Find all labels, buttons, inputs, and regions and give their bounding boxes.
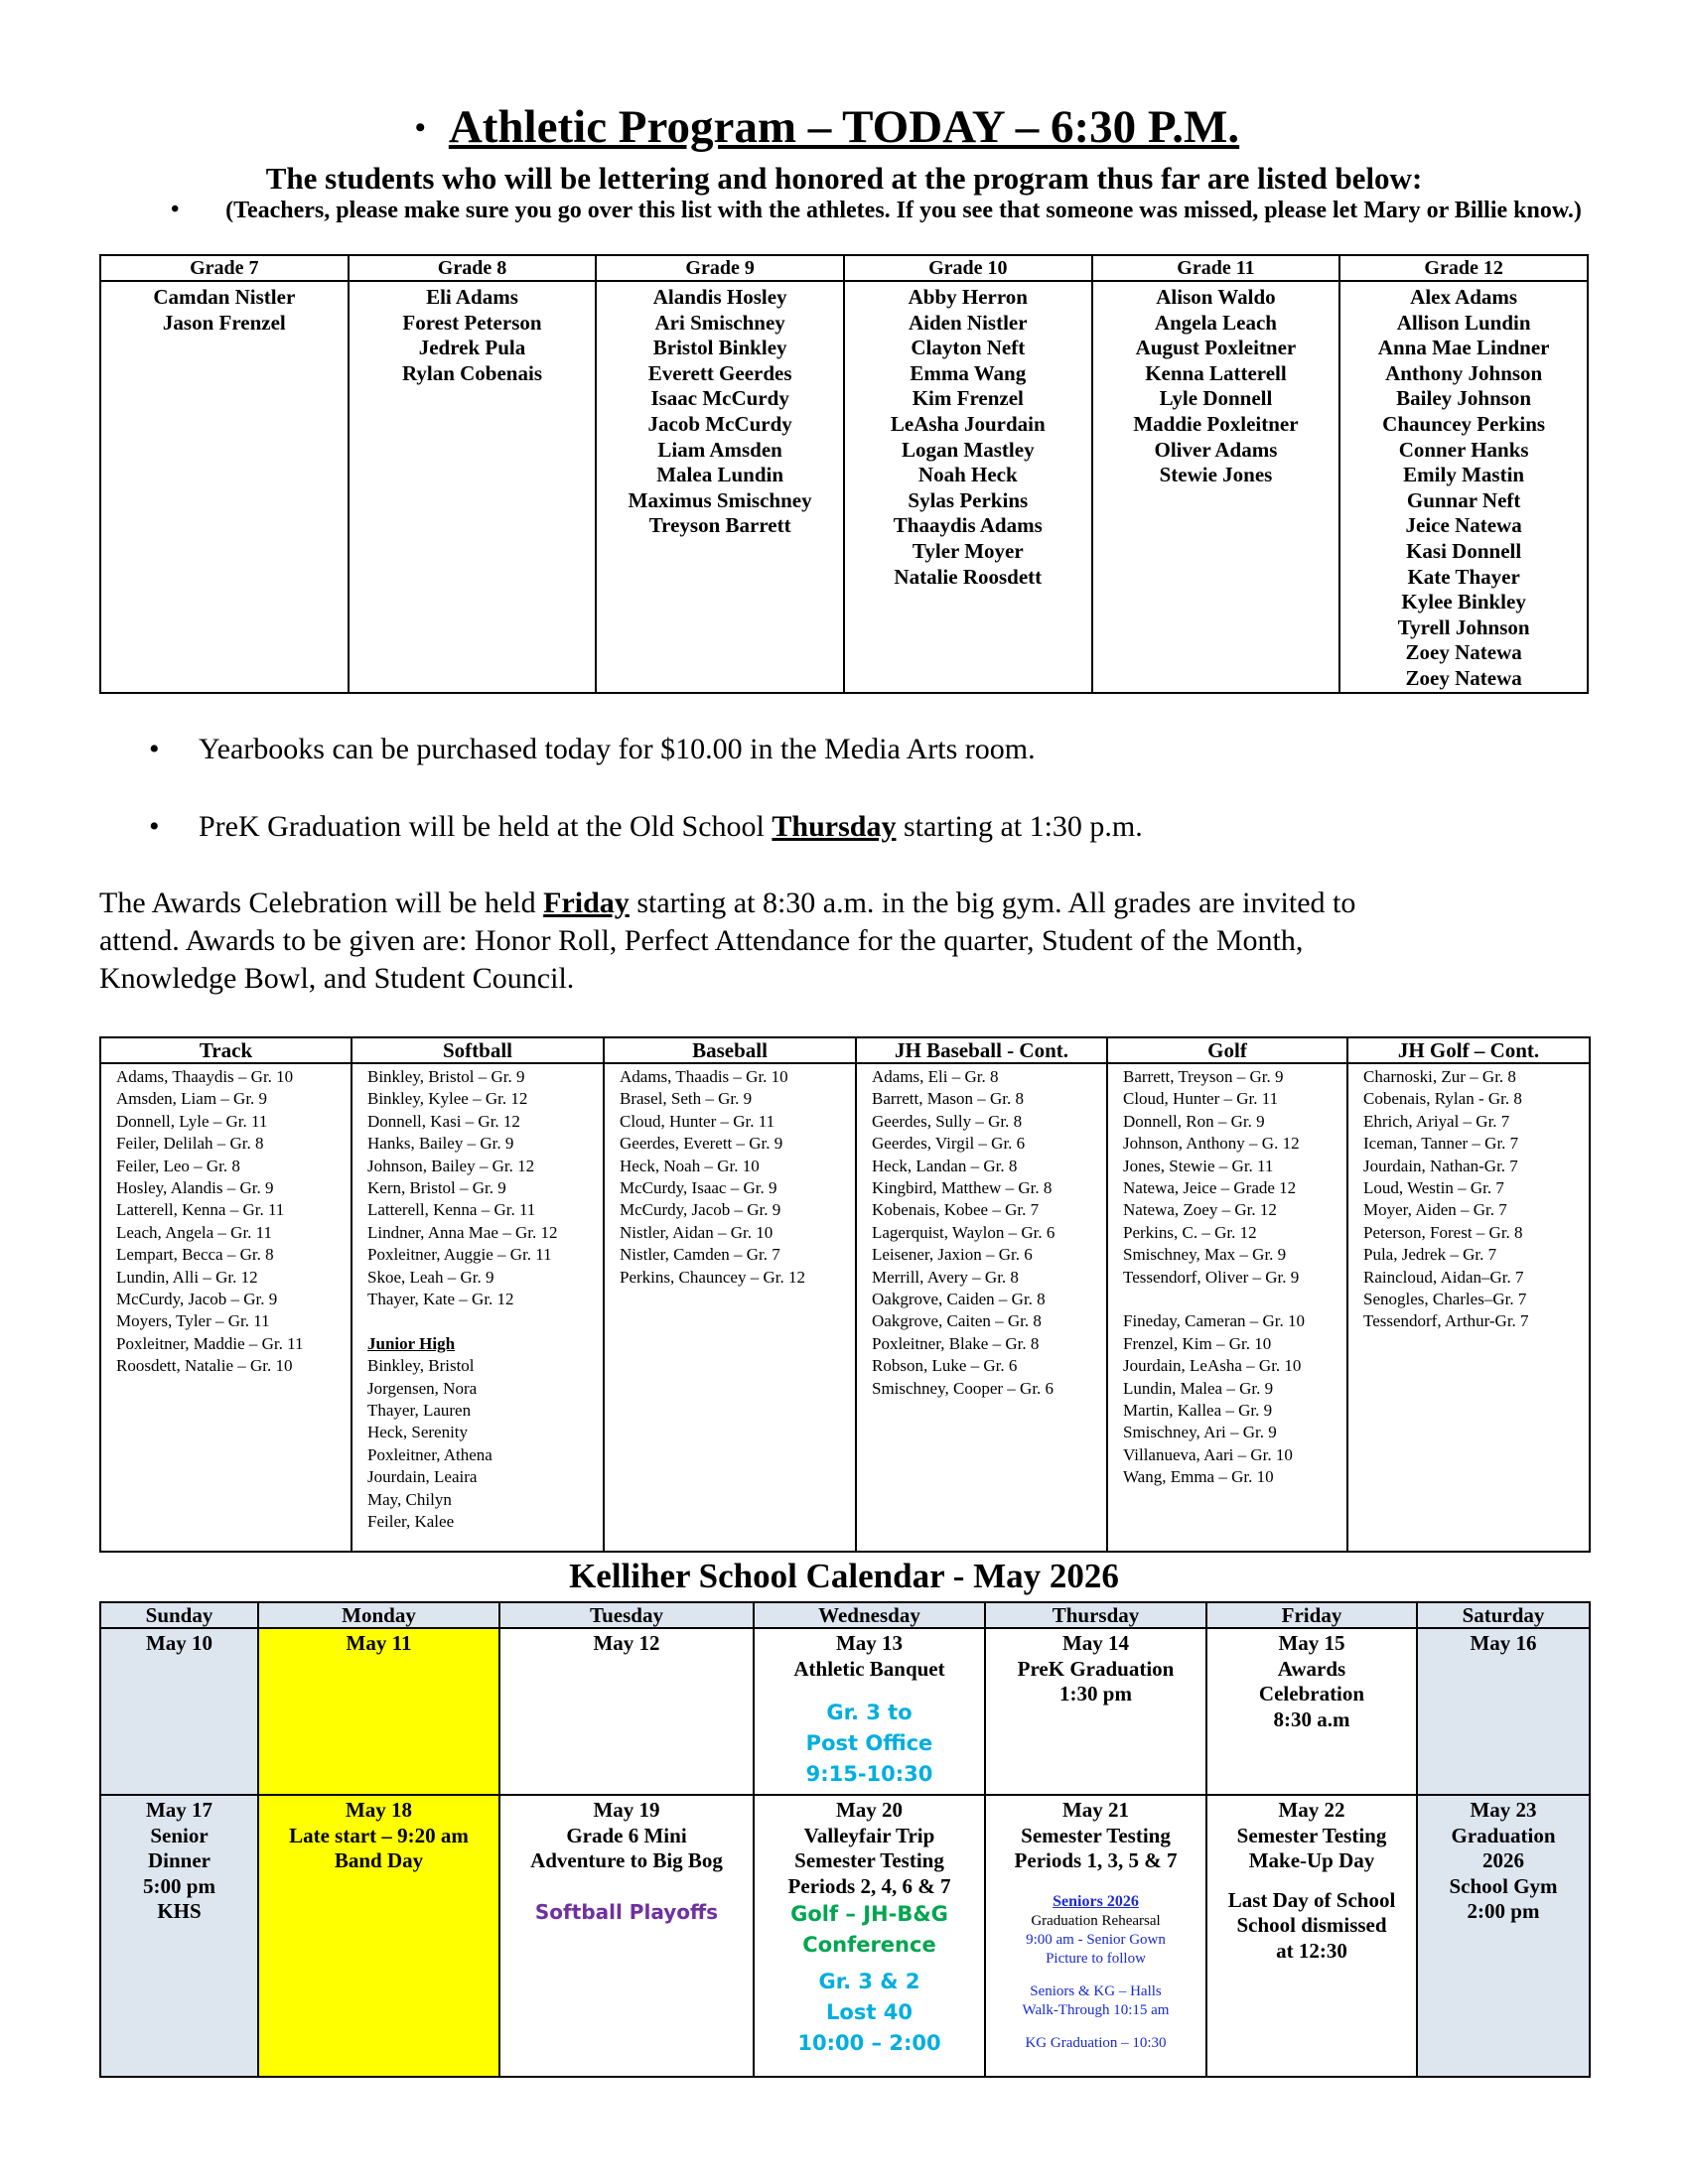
cal-may-13 xyxy=(754,1628,985,1795)
student-name: LeAsha Jourdain xyxy=(890,411,1046,436)
athlete-entry: Thayer, Kate – Gr. 12 xyxy=(367,1290,514,1309)
sport-header: JH Golf – Cont. xyxy=(1347,1037,1590,1063)
athlete-entry: Leisener, Jaxion – Gr. 6 xyxy=(872,1245,1033,1265)
student-name: August Poxleitner xyxy=(1135,336,1297,360)
day-header: Sunday xyxy=(100,1602,258,1628)
student-name: Sylas Perkins xyxy=(908,487,1029,512)
athlete-entry: Kingbird, Matthew – Gr. 8 xyxy=(872,1178,1053,1198)
athlete-entry: Senogles, Charles–Gr. 7 xyxy=(1363,1290,1527,1309)
student-name: Isaac McCurdy xyxy=(650,386,789,411)
student-name: Tyrell Johnson xyxy=(1397,614,1530,639)
cal-event-blue: Picture to follow xyxy=(1046,1950,1146,1967)
athlete-entry: Lindner, Anna Mae – Gr. 12 xyxy=(367,1222,558,1242)
athlete-entry: Robson, Luke – Gr. 6 xyxy=(872,1356,1018,1376)
cal-event: Senior xyxy=(150,1823,209,1847)
awards-day: Friday xyxy=(543,887,630,919)
student-name: Bailey Johnson xyxy=(1396,386,1532,411)
student-name: Ari Smischney xyxy=(654,310,785,335)
cal-event: 5:00 pm xyxy=(143,1873,215,1898)
student-name: Aiden Nistler xyxy=(909,310,1028,335)
calendar-header-row xyxy=(100,1602,1590,1628)
athlete-entry: Heck, Landan – Gr. 8 xyxy=(872,1156,1018,1175)
cal-date: May 20 xyxy=(835,1798,904,1822)
cal-event-cyan: 9:15-10:30 xyxy=(805,1762,933,1787)
sport-header: JH Baseball - Cont. xyxy=(856,1037,1107,1063)
student-name: Malea Lundin xyxy=(656,463,784,487)
grade-header: Grade 11 xyxy=(1092,255,1340,281)
cal-event: Athletic Banquet xyxy=(793,1656,945,1681)
cal-event: at 12:30 xyxy=(1276,1938,1347,1963)
athlete-entry: Leach, Angela – Gr. 11 xyxy=(116,1222,273,1242)
cal-event: Periods 2, 4, 6 & 7 xyxy=(787,1873,951,1898)
athlete-entry: Latterell, Kenna – Gr. 11 xyxy=(367,1200,536,1220)
grade-column xyxy=(1092,281,1340,693)
student-name: Forest Peterson xyxy=(402,310,542,335)
athlete-entry: Feiler, Kalee xyxy=(367,1512,455,1532)
grade-column xyxy=(100,281,349,693)
cal-event: 2:00 pm xyxy=(1467,1899,1540,1924)
prek-day: Thursday xyxy=(772,810,897,843)
cal-may-12 xyxy=(499,1628,754,1795)
student-name: Bristol Binkley xyxy=(652,336,787,360)
athlete-entry: Barrett, Treyson – Gr. 9 xyxy=(1123,1067,1284,1086)
athlete-entry: Natewa, Zoey – Gr. 12 xyxy=(1123,1200,1277,1220)
cal-may-16 xyxy=(1417,1628,1590,1795)
student-name: Eli Adams xyxy=(426,285,518,309)
athlete-entry: Nistler, Aidan – Gr. 10 xyxy=(620,1222,774,1242)
cal-event: School Gym xyxy=(1449,1873,1558,1898)
cal-event: 8:30 a.m xyxy=(1273,1706,1350,1731)
student-name: Kenna Latterell xyxy=(1145,360,1287,385)
athlete-entry: Adams, Thaadis – Gr. 10 xyxy=(620,1067,788,1086)
athlete-entry: Donnell, Kasi – Gr. 12 xyxy=(367,1111,520,1131)
athlete-entry: Pula, Jedrek – Gr. 7 xyxy=(1363,1245,1497,1265)
cal-date: May 21 xyxy=(1061,1798,1130,1822)
athlete-entry: Villanueva, Aari – Gr. 10 xyxy=(1123,1444,1293,1464)
cal-event: Semester Testing xyxy=(794,1848,944,1873)
athlete-entry: Perkins, C. – Gr. 12 xyxy=(1123,1222,1257,1242)
grade-column xyxy=(596,281,844,693)
athlete-entry: Charnoski, Zur – Gr. 8 xyxy=(1363,1067,1516,1086)
grade-header: Grade 12 xyxy=(1339,255,1588,281)
cal-event: KHS xyxy=(157,1899,202,1924)
student-name: Jason Frenzel xyxy=(162,310,286,335)
athlete-entry: Nistler, Camden – Gr. 7 xyxy=(620,1245,780,1265)
lettering-table xyxy=(99,254,1589,694)
student-name: Maximus Smischney xyxy=(628,487,812,512)
athlete-entry: Binkley, Bristol – Gr. 9 xyxy=(367,1067,525,1086)
cal-event: Late start – 9:20 am xyxy=(289,1823,469,1847)
student-name: Zoey Natewa xyxy=(1405,665,1522,690)
athlete-entry: Barrett, Mason – Gr. 8 xyxy=(872,1089,1024,1109)
athlete-entry: Oakgrove, Caiten – Gr. 8 xyxy=(872,1311,1042,1331)
cal-event: Grade 6 Mini xyxy=(566,1823,687,1847)
student-name: Jedrek Pula xyxy=(418,336,526,360)
yearbook-bullet: • xyxy=(149,733,160,765)
student-name: Anna Mae Lindner xyxy=(1377,336,1550,360)
prek-text: PreK Graduation will be held at the Old School xyxy=(199,810,773,843)
athlete-entry: Thayer, Lauren xyxy=(367,1401,472,1421)
cal-date: May 22 xyxy=(1278,1798,1345,1822)
yearbook-announcement: Yearbooks can be purchased today for $10.00 in the Media Arts room. xyxy=(199,733,1036,765)
athlete-entry: Jourdain, Nathan-Gr. 7 xyxy=(1363,1156,1518,1175)
athlete-entry: McCurdy, Jacob – Gr. 9 xyxy=(620,1200,781,1220)
cal-event: Periods 1, 3, 5 & 7 xyxy=(1014,1848,1178,1873)
sports-table xyxy=(99,1036,1591,1553)
grade-header: Grade 7 xyxy=(100,255,349,281)
athlete-entry: Kobenais, Kobee – Gr. 7 xyxy=(872,1200,1040,1220)
athlete-entry: Johnson, Bailey – Gr. 12 xyxy=(367,1156,535,1175)
grade-column xyxy=(844,281,1092,693)
cal-event-green: Conference xyxy=(802,1933,936,1958)
prek-announcement xyxy=(199,808,1143,846)
athlete-entry: Wang, Emma – Gr. 10 xyxy=(1123,1467,1274,1487)
student-name: Camdan Nistler xyxy=(153,285,296,309)
student-name: Alison Waldo xyxy=(1156,285,1276,309)
cal-date: May 13 xyxy=(835,1631,904,1655)
athlete-entry: Geerdes, Virgil – Gr. 6 xyxy=(872,1134,1026,1154)
cal-event: Celebration xyxy=(1258,1682,1365,1706)
athlete-entry: Poxleitner, Athena xyxy=(367,1444,492,1464)
student-name: Everett Geerdes xyxy=(647,360,792,385)
student-name: Kim Frenzel xyxy=(912,386,1024,411)
cal-date: May 14 xyxy=(1061,1631,1130,1655)
student-name: Rylan Cobenais xyxy=(401,360,542,385)
student-name: Alandis Hosley xyxy=(652,285,787,309)
athlete-entry: Amsden, Liam – Gr. 9 xyxy=(116,1089,268,1109)
note-bullet: • xyxy=(171,197,180,222)
cal-may-23 xyxy=(1417,1795,1590,2077)
athlete-entry: Jourdain, Leaira xyxy=(367,1467,478,1487)
student-name: Emily Mastin xyxy=(1403,463,1525,487)
athlete-entry: Smischney, Ari – Gr. 9 xyxy=(1123,1423,1277,1442)
day-header: Saturday xyxy=(1417,1602,1590,1628)
cal-may-11 xyxy=(258,1628,499,1795)
athlete-entry: Adams, Thaaydis – Gr. 10 xyxy=(116,1067,294,1086)
athlete-entry: Fineday, Cameran – Gr. 10 xyxy=(1123,1311,1306,1331)
lettering-header-row xyxy=(100,255,1588,281)
student-name: Zoey Natewa xyxy=(1405,640,1522,665)
cal-may-15 xyxy=(1206,1628,1417,1795)
grade-column xyxy=(1339,281,1588,693)
awards-line-3: Knowledge Bowl, and Student Council. xyxy=(99,962,575,995)
student-name: Alex Adams xyxy=(1410,285,1518,309)
athlete-entry: Raincloud, Aidan–Gr. 7 xyxy=(1363,1267,1524,1287)
athlete-entry: May, Chilyn xyxy=(367,1489,452,1509)
cal-event-green: Golf – JH-B&G xyxy=(790,1902,948,1927)
athlete-entry: Perkins, Chauncey – Gr. 12 xyxy=(620,1267,805,1287)
teacher-note: (Teachers, please make sure you go over this list with the athletes. If you see that someone was missed, please let Mary or Billie know.) xyxy=(225,198,1582,223)
athlete-entry: Poxleitner, Maddie – Gr. 11 xyxy=(116,1333,304,1353)
cal-event: 2026 xyxy=(1482,1848,1524,1873)
athlete-entry: Feiler, Leo – Gr. 8 xyxy=(116,1156,240,1175)
student-name: Treyson Barrett xyxy=(648,513,791,538)
athlete-entry: Binkley, Bristol xyxy=(367,1356,475,1376)
sport-subheader: Junior High xyxy=(367,1333,456,1353)
cal-event: Adventure to Big Bog xyxy=(530,1848,723,1873)
prek-text-end: starting at 1:30 p.m. xyxy=(896,810,1143,843)
lettering-body-row xyxy=(100,281,1588,693)
student-name: Abby Herron xyxy=(908,285,1028,309)
awards-announcement xyxy=(99,885,1355,998)
student-name: Kate Thayer xyxy=(1407,564,1520,589)
student-name: Liam Amsden xyxy=(657,437,782,462)
student-name: Maddie Poxleitner xyxy=(1133,411,1299,436)
student-name: Emma Wang xyxy=(910,360,1027,385)
cal-event-small: Graduation Rehearsal xyxy=(1031,1912,1161,1929)
cal-may-21 xyxy=(985,1795,1206,2077)
cal-event: Awards xyxy=(1277,1656,1346,1681)
day-header: Wednesday xyxy=(754,1602,985,1628)
student-name: Conner Hanks xyxy=(1398,437,1529,462)
sports-header-row xyxy=(100,1037,1590,1063)
cal-date: May 19 xyxy=(593,1798,660,1822)
athlete-entry: McCurdy, Isaac – Gr. 9 xyxy=(620,1178,777,1198)
athlete-entry: Brasel, Seth – Gr. 9 xyxy=(620,1089,753,1109)
cal-event: Dinner xyxy=(148,1848,211,1873)
cal-date: May 16 xyxy=(1470,1631,1537,1655)
athlete-entry: Poxleitner, Auggie – Gr. 11 xyxy=(367,1245,552,1265)
cal-may-19 xyxy=(499,1795,754,2077)
cal-date: May 11 xyxy=(346,1631,412,1655)
grade-header: Grade 9 xyxy=(596,255,844,281)
sport-header: Softball xyxy=(352,1037,604,1063)
student-name: Gunnar Neft xyxy=(1406,487,1521,512)
grade-header: Grade 8 xyxy=(349,255,597,281)
sport-column xyxy=(1107,1063,1347,1552)
athlete-entry: Cloud, Hunter – Gr. 11 xyxy=(1123,1089,1279,1109)
athlete-entry: Merrill, Avery – Gr. 8 xyxy=(872,1267,1019,1287)
athlete-entry: Moyers, Tyler – Gr. 11 xyxy=(116,1311,270,1331)
cal-event-blue: KG Graduation – 10:30 xyxy=(1025,2034,1167,2051)
athlete-entry: McCurdy, Jacob – Gr. 9 xyxy=(116,1290,278,1309)
athlete-entry: Lempart, Becca – Gr. 8 xyxy=(116,1245,274,1265)
athlete-entry: Loud, Westin – Gr. 7 xyxy=(1363,1178,1504,1198)
student-name: Tyler Moyer xyxy=(912,538,1024,563)
sport-column xyxy=(1347,1063,1590,1552)
cal-event: Semester Testing xyxy=(1021,1823,1171,1847)
student-name: Oliver Adams xyxy=(1154,437,1278,462)
athlete-entry: Geerdes, Everett – Gr. 9 xyxy=(620,1134,783,1154)
athlete-entry: Tessendorf, Oliver – Gr. 9 xyxy=(1123,1267,1300,1287)
sport-header: Track xyxy=(100,1037,352,1063)
page-subtitle: The students who will be lettering and honored at the program thus far are listed below: xyxy=(265,161,1423,196)
grade-column xyxy=(349,281,597,693)
athlete-entry: Adams, Eli – Gr. 8 xyxy=(872,1067,999,1086)
awards-text-end: starting at 8:30 a.m. in the big gym. All grades are invited to xyxy=(629,887,1356,919)
student-name: Lyle Donnell xyxy=(1159,386,1273,411)
student-name: Thaaydis Adams xyxy=(893,513,1043,538)
athlete-entry: Jourdain, LeAsha – Gr. 10 xyxy=(1123,1356,1302,1376)
cal-event: Valleyfair Trip xyxy=(803,1823,935,1847)
student-name: Noah Heck xyxy=(917,463,1018,487)
cal-event: Last Day of School xyxy=(1227,1887,1396,1912)
athlete-entry: Roosdett, Natalie – Gr. 10 xyxy=(116,1356,293,1376)
sport-header: Baseball xyxy=(604,1037,856,1063)
athlete-entry: Hanks, Bailey – Gr. 9 xyxy=(367,1134,514,1154)
athlete-entry: Latterell, Kenna – Gr. 11 xyxy=(116,1200,285,1220)
calendar-week-2 xyxy=(100,1795,1590,2077)
athlete-entry: Smischney, Max – Gr. 9 xyxy=(1123,1245,1287,1265)
sport-column xyxy=(856,1063,1107,1552)
athlete-entry: Donnell, Lyle – Gr. 11 xyxy=(116,1111,268,1131)
athlete-entry: Poxleitner, Blake – Gr. 8 xyxy=(872,1333,1040,1353)
student-name: Jacob McCurdy xyxy=(647,411,792,436)
cal-event: Make-Up Day xyxy=(1248,1848,1375,1873)
athlete-entry: Moyer, Aiden – Gr. 7 xyxy=(1363,1200,1507,1220)
athlete-entry: Ehrich, Ariyal – Gr. 7 xyxy=(1363,1111,1510,1131)
student-name: Anthony Johnson xyxy=(1385,360,1543,385)
cal-event: Semester Testing xyxy=(1236,1823,1387,1847)
cal-event-blue: Seniors & KG – Halls xyxy=(1030,1982,1162,1999)
athlete-entry: Hosley, Alandis – Gr. 9 xyxy=(116,1178,274,1198)
day-header: Thursday xyxy=(985,1602,1206,1628)
cal-date: May 10 xyxy=(145,1631,213,1655)
student-name: Kylee Binkley xyxy=(1401,590,1526,614)
athlete-entry: Cobenais, Rylan - Gr. 8 xyxy=(1363,1089,1522,1109)
sport-column xyxy=(352,1063,604,1552)
athlete-entry: Binkley, Kylee – Gr. 12 xyxy=(367,1089,528,1109)
athlete-entry: Heck, Serenity xyxy=(367,1423,469,1442)
cal-date: May 17 xyxy=(145,1798,213,1822)
prek-bullet: • xyxy=(149,810,160,843)
section-gap xyxy=(1123,1289,1346,1310)
cal-date: May 18 xyxy=(345,1798,413,1822)
sport-column xyxy=(100,1063,352,1552)
athlete-entry: Lundin, Malea – Gr. 9 xyxy=(1123,1378,1274,1398)
athlete-entry: Martin, Kallea – Gr. 9 xyxy=(1123,1401,1273,1421)
student-name: Jeice Natewa xyxy=(1405,513,1522,538)
student-name: Natalie Roosdett xyxy=(894,564,1043,589)
athlete-entry: Cloud, Hunter – Gr. 11 xyxy=(620,1111,775,1131)
student-name: Allison Lundin xyxy=(1396,310,1531,335)
student-name: Logan Mastley xyxy=(902,437,1035,462)
cal-event-purple: Softball Playoffs xyxy=(534,1899,719,1924)
title-bullet: • xyxy=(415,111,426,144)
cal-may-20 xyxy=(754,1795,985,2077)
page-title: Athletic Program – TODAY – 6:30 P.M. xyxy=(448,101,1240,153)
calendar-week-1 xyxy=(100,1628,1590,1795)
athlete-entry: Feiler, Delilah – Gr. 8 xyxy=(116,1134,264,1154)
athlete-entry: Jones, Stewie – Gr. 11 xyxy=(1123,1156,1274,1175)
cal-may-22 xyxy=(1206,1795,1417,2077)
cal-event-cyan: Gr. 3 to xyxy=(826,1701,913,1725)
student-name: Kasi Donnell xyxy=(1406,538,1522,563)
cal-event-cyan: Lost 40 xyxy=(826,2000,913,2025)
athlete-entry: Peterson, Forest – Gr. 8 xyxy=(1363,1222,1523,1242)
athlete-entry: Tessendorf, Arthur-Gr. 7 xyxy=(1363,1311,1529,1331)
calendar-title: Kelliher School Calendar - May 2026 xyxy=(569,1557,1119,1595)
cal-event: PreK Graduation xyxy=(1017,1656,1175,1681)
cal-may-18 xyxy=(258,1795,499,2077)
cal-event-blue: 9:00 am - Senior Gown xyxy=(1026,1931,1166,1948)
section-gap xyxy=(367,1310,603,1332)
day-header: Tuesday xyxy=(499,1602,754,1628)
cal-event: Graduation xyxy=(1451,1823,1556,1847)
cal-date: May 23 xyxy=(1470,1798,1537,1822)
cal-may-17 xyxy=(100,1795,258,2077)
cal-may-10 xyxy=(100,1628,258,1795)
athlete-entry: Geerdes, Sully – Gr. 8 xyxy=(872,1111,1023,1131)
cal-event-cyan: Post Office xyxy=(805,1731,933,1756)
athlete-entry: Iceman, Tanner – Gr. 7 xyxy=(1363,1134,1519,1154)
athlete-entry: Skoe, Leah – Gr. 9 xyxy=(367,1267,494,1287)
day-header: Monday xyxy=(258,1602,499,1628)
student-name: Clayton Neft xyxy=(911,336,1026,360)
student-name: Angela Leach xyxy=(1154,310,1277,335)
athlete-entry: Natewa, Jeice – Grade 12 xyxy=(1123,1178,1297,1198)
athlete-entry: Kern, Bristol – Gr. 9 xyxy=(367,1178,506,1198)
cal-event: School dismissed xyxy=(1236,1913,1387,1938)
athlete-entry: Lagerquist, Waylon – Gr. 6 xyxy=(872,1222,1055,1242)
cal-may-14 xyxy=(985,1628,1206,1795)
day-header: Friday xyxy=(1206,1602,1417,1628)
cal-event: Band Day xyxy=(334,1848,424,1873)
awards-line-1 xyxy=(99,885,1355,922)
athlete-entry: Donnell, Ron – Gr. 9 xyxy=(1123,1111,1265,1131)
cal-date: May 15 xyxy=(1278,1631,1345,1655)
sport-header: Golf xyxy=(1107,1037,1347,1063)
awards-text: The Awards Celebration will be held xyxy=(99,887,544,919)
cal-event: 1:30 pm xyxy=(1059,1682,1132,1706)
cal-event-blue: Walk-Through 10:15 am xyxy=(1022,2001,1170,2018)
athlete-entry: Johnson, Anthony – G. 12 xyxy=(1123,1134,1300,1154)
athlete-entry: Lundin, Alli – Gr. 12 xyxy=(116,1267,258,1287)
cal-date: May 12 xyxy=(593,1631,660,1655)
sports-body-row xyxy=(100,1063,1590,1552)
athlete-entry: Heck, Noah – Gr. 10 xyxy=(620,1156,760,1175)
cal-event-cyan: Gr. 3 & 2 xyxy=(818,1970,920,1994)
student-name: Stewie Jones xyxy=(1159,463,1273,487)
cal-seniors-heading: Seniors 2026 xyxy=(1053,1892,1139,1910)
grade-header: Grade 10 xyxy=(844,255,1092,281)
calendar-table xyxy=(99,1601,1591,2078)
sport-column xyxy=(604,1063,856,1552)
athlete-entry: Smischney, Cooper – Gr. 6 xyxy=(872,1378,1055,1398)
cal-event-cyan: 10:00 – 2:00 xyxy=(797,2031,941,2056)
athlete-entry: Jorgensen, Nora xyxy=(367,1378,478,1398)
athlete-entry: Frenzel, Kim – Gr. 10 xyxy=(1123,1333,1272,1353)
student-name: Chauncey Perkins xyxy=(1382,411,1546,436)
awards-line-2: attend. Awards to be given are: Honor Roll, Perfect Attendance for the quarter, Student of the Month, xyxy=(99,924,1304,957)
athlete-entry: Oakgrove, Caiden – Gr. 8 xyxy=(872,1290,1046,1309)
